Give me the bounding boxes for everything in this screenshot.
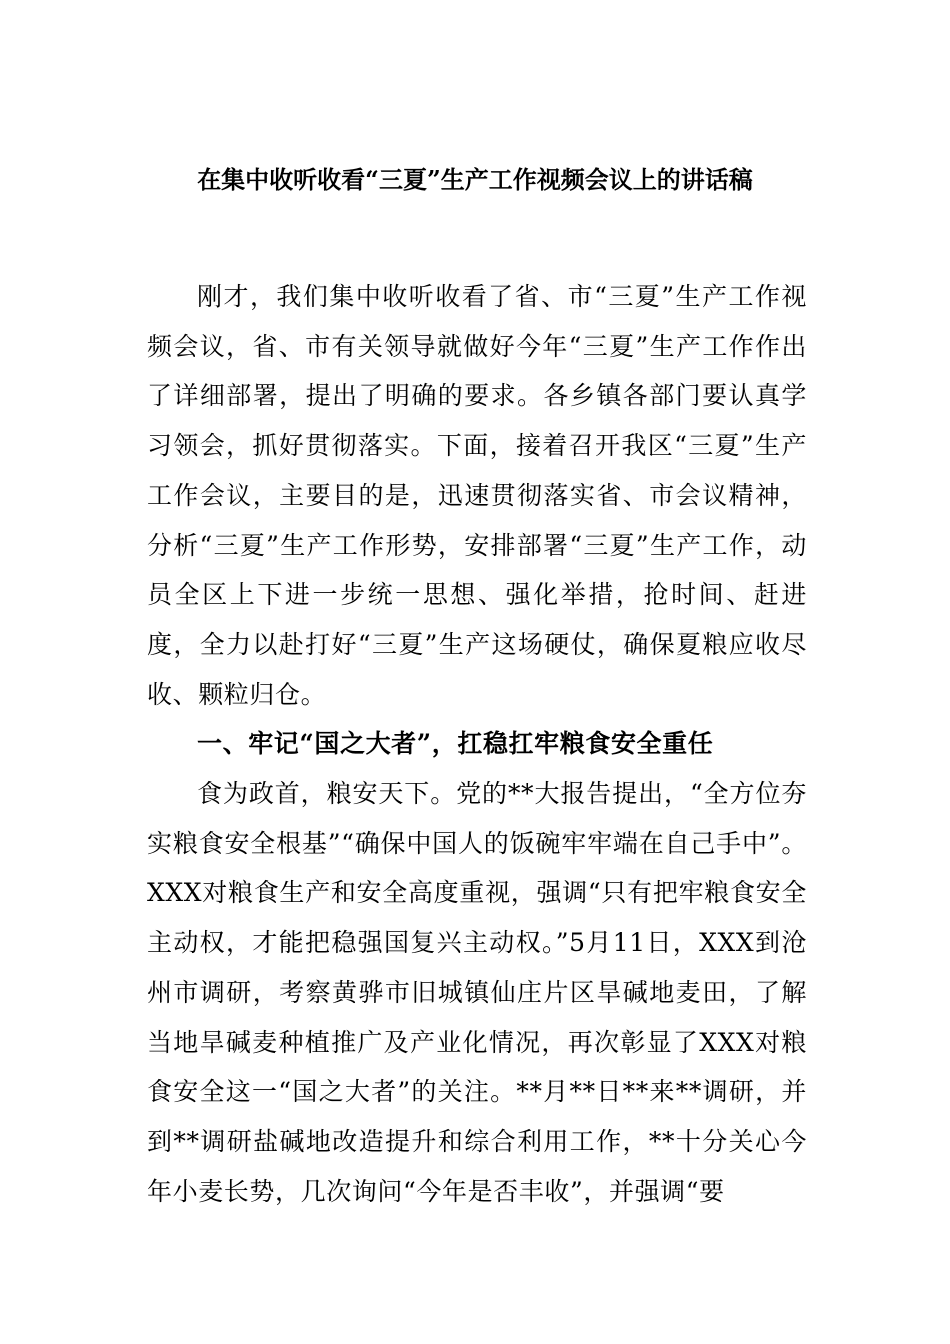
document-title: 在集中收听收看“三夏”生产工作视频会议上的讲话稿 (197, 165, 753, 194)
paragraph-section-1: 食为政首，粮安天下。党的**大报告提出，“全方位夯实粮食安全根基”“确保中国人的饭碗牢牢端在自己手中”。XXX对粮食生产和安全高度重视，强调“只有把牢粮食安全主动权，才能把稳强国复兴主动权。”5月11日，XXX到沧州市调研，考察黄骅市旧城镇仙庄片区旱碱地麦田，了解当地旱碱麦种植推广及产业化情况，再次彰显了XXX对粮食安全这一“国之大者”的关注。**月**日**来**调研，并到**调研盐碱地改造提升和综合利用工作，**十分关心今年小麦长势，几次询问“今年是否丰收”，并强调“要 (147, 779, 807, 1206)
section-heading-1: 一、牢记“国之大者”，扛稳扛牢粮食安全重任 (197, 729, 714, 759)
paragraph-opening: 刚才，我们集中收听收看了省、市“三夏”生产工作视频会议，省、市有关领导就做好今年“三夏”生产工作作出了详细部署，提出了明确的要求。各乡镇各部门要认真学习领会，抓好贯彻落实。下面，接着召开我区“三夏”生产工作会议，主要目的是，迅速贯彻落实省、市会议精神，分析“三夏”生产工作形势，安排部署“三夏”生产工作，动员全区上下进一步统一思想、强化举措，抢时间、赶进度，全力以赴打好“三夏”生产这场硬仗，确保夏粮应收尽收、颗粒归仓。 (147, 282, 807, 709)
document-body (147, 272, 807, 1216)
